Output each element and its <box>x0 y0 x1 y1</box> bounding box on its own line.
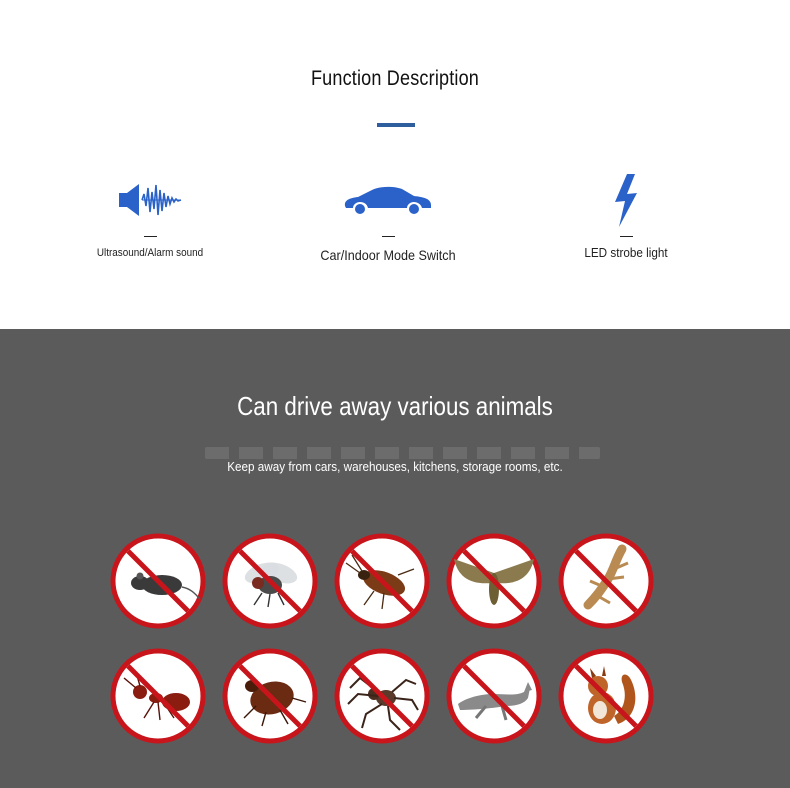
faint-background-text <box>205 447 600 459</box>
mouse-icon <box>110 533 206 629</box>
feature-car-mode <box>288 170 488 263</box>
animals-title: Can drive away various animals <box>237 391 553 421</box>
squirrel-icon <box>558 648 654 744</box>
spider-icon <box>334 648 430 744</box>
feature-label: LED strobe light <box>584 245 668 260</box>
moth-icon <box>446 533 542 629</box>
cat-icon <box>446 648 542 744</box>
gecko-icon <box>558 533 654 629</box>
feature-divider <box>144 236 157 237</box>
animals-section <box>0 329 790 788</box>
feature-led-strobe <box>526 170 726 260</box>
feature-label: Car/Indoor Mode Switch <box>320 247 456 263</box>
function-description-section <box>0 0 790 329</box>
lightning-bolt-icon <box>526 170 726 230</box>
ant-icon <box>110 648 206 744</box>
feature-divider <box>620 236 633 237</box>
bedbug-icon <box>222 648 318 744</box>
title-underline <box>377 123 415 127</box>
feature-label: Ultrasound/Alarm sound <box>96 247 204 259</box>
section-title: Function Description <box>310 67 480 90</box>
car-icon <box>288 170 488 230</box>
speaker-soundwave-icon <box>50 170 250 230</box>
cockroach-icon <box>334 533 430 629</box>
feature-ultrasound <box>50 170 250 259</box>
fly-icon <box>222 533 318 629</box>
feature-divider <box>382 236 395 237</box>
animals-subtitle: Keep away from cars, warehouses, kitchens, storage rooms, etc. <box>227 459 563 474</box>
